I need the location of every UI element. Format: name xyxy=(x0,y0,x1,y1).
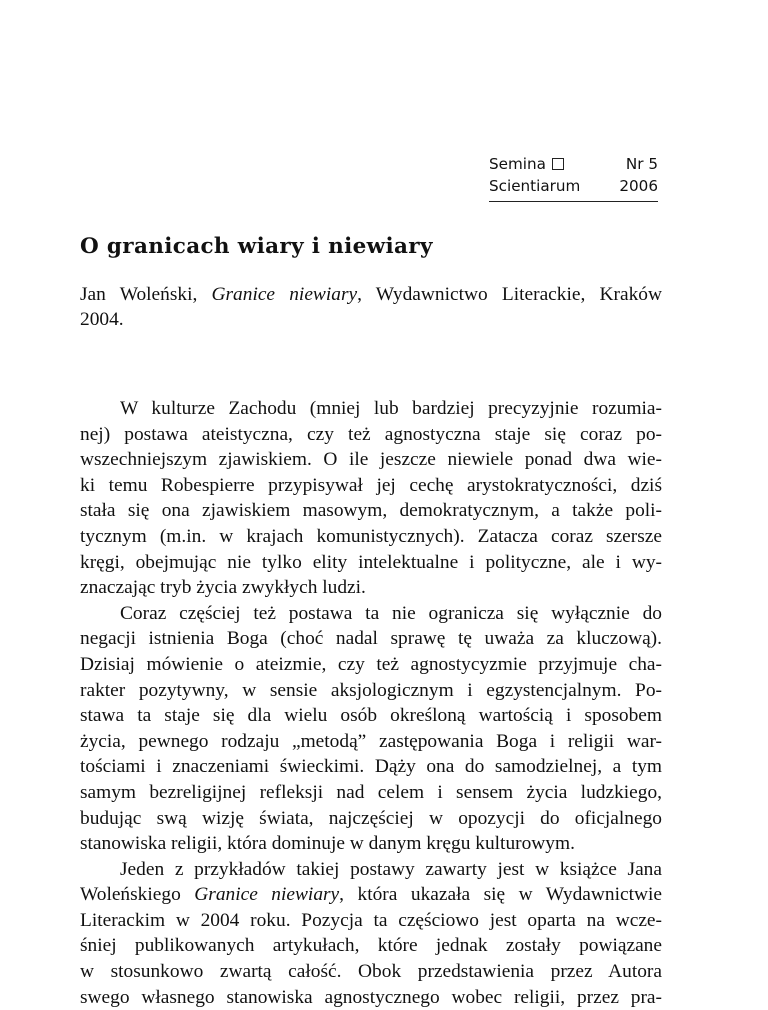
text-line: śniej publikowanych artykułach, które jednak zostały powiązane xyxy=(80,935,662,957)
text-line: kręgi, obejmując nie tylko elity intelektualne i polityczne, ale i wy- xyxy=(80,551,662,573)
paragraph-2 xyxy=(80,601,662,857)
paragraph-3 xyxy=(80,857,662,1010)
journal-name-line-1: Semina xyxy=(489,153,564,175)
text-line: stawa ta staje się dla wielu osób określoną wartością i sposobem xyxy=(80,705,662,727)
text-line: rakter pozytywny, w sensie aksjologicznym i egzystencjalnym. Po- xyxy=(80,679,662,701)
article-title: O granicach wiary i niewiary xyxy=(80,234,433,259)
book-citation xyxy=(80,282,662,332)
citation-author: Jan Woleński, xyxy=(80,284,212,305)
citation-book-title: Granice niewiary xyxy=(211,284,358,305)
text-line: W kulturze Zachodu (mniej lub bardziej precyzyjnie rozumia- xyxy=(120,398,662,419)
text-fragment: , która ukazała się w Wydawnictwie xyxy=(339,884,662,906)
text-line: Coraz częściej też postawa ta nie ogranicza się wyłącznie do xyxy=(120,602,662,624)
text-line: znaczając tryb życia zwykłych ludzi. xyxy=(80,577,366,599)
square-box-icon xyxy=(552,158,564,170)
text-line: Jeden z przykładów takiej postawy zawarty jest w książce Jana xyxy=(120,858,662,880)
text-line: stanowiska religii, która dominuje w danym kręgu kulturowym. xyxy=(80,833,575,855)
text-line: wszechniejszym zjawiskiem. O ile jeszcze niewiele ponad dwa wie- xyxy=(80,449,662,471)
journal-header-row-2 xyxy=(489,175,658,197)
article-body xyxy=(80,396,662,1010)
text-line: stała się ona zjawiskiem masowym, demokratycznym, a także poli- xyxy=(80,500,662,522)
citation-line-2: 2004. xyxy=(80,309,124,330)
text-line: tycznym (m.in. w krajach komunistycznych). Zatacza coraz szersze xyxy=(80,525,662,547)
journal-header-row-1 xyxy=(489,153,658,175)
text-line: negacji istnienia Boga (choć nadal sprawę tę uważa za kluczową). xyxy=(80,628,662,650)
journal-name-line-2: Scientiarum xyxy=(489,177,581,195)
text-line: tościami i znaczeniami świeckimi. Dąży ona do samodzielnej, a tym xyxy=(80,756,662,778)
journal-year: 2006 xyxy=(619,177,658,195)
text-line: Literackim w 2004 roku. Pozycja ta częściowo jest oparta na wcze- xyxy=(80,909,662,931)
journal-header xyxy=(489,153,658,202)
citation-line-1 xyxy=(80,282,662,307)
citation-publisher: , Wydawnictwo Literackie, Kraków xyxy=(357,284,662,305)
paragraph-1 xyxy=(80,396,662,601)
text-line: w stosunkowo zwartą całość. Obok przedstawienia przez Autora xyxy=(80,961,662,983)
text-line: swego własnego stanowiska agnostycznego wobec religii, przez pra- xyxy=(80,986,662,1008)
text-line: Dzisiaj mówienie o ateizmie, czy też agnostycyzmie przyjmuje cha- xyxy=(80,653,662,675)
text-line: samym bezreligijnej refleksji nad celem i sensem życia ludzkiego, xyxy=(80,781,662,803)
text-line: nej) postawa ateistyczna, czy też agnostyczna staje się coraz po- xyxy=(80,423,662,445)
text-fragment: Woleńskiego xyxy=(80,884,195,906)
book-title-reference: Granice niewiary xyxy=(194,884,340,906)
text-line: życia, pewnego rodzaju „metodą” zastępowania Boga i religii war- xyxy=(80,730,662,752)
text-line: ki temu Robespierre przypisywał jej cechę arystokratyczności, dziś xyxy=(80,474,662,496)
text-line: budując swą wizję świata, najczęściej w opozycji do oficjalnego xyxy=(80,807,662,829)
text-line xyxy=(80,882,662,908)
journal-issue: Nr 5 xyxy=(625,155,658,173)
